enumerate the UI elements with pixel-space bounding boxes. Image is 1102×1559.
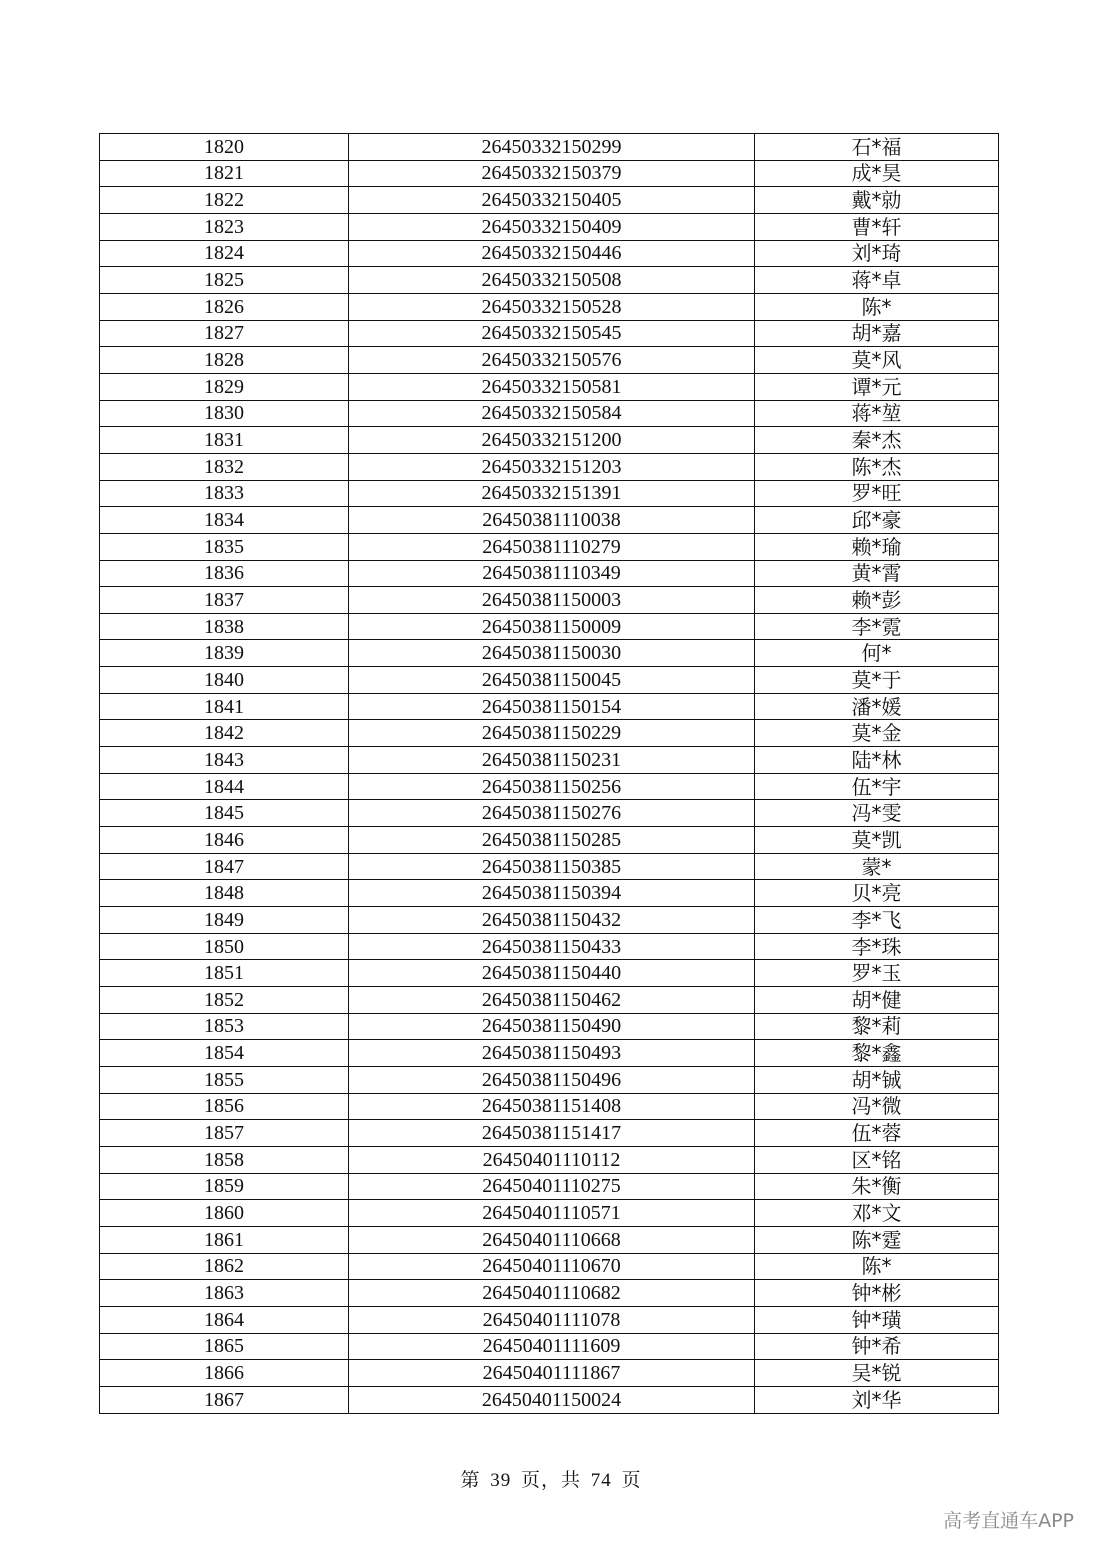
table-row (100, 1093, 999, 1120)
table-row (100, 1306, 999, 1333)
cell-sequence-number: 1854 (100, 1040, 349, 1067)
table-row (100, 1200, 999, 1227)
cell-exam-id: 26450332150409 (349, 213, 755, 240)
table-row (100, 240, 999, 267)
cell-exam-id: 26450332150545 (349, 320, 755, 347)
table-row (100, 560, 999, 587)
table-row (100, 800, 999, 827)
cell-exam-id: 26450332150576 (349, 347, 755, 374)
cell-student-name: 冯*雯 (755, 800, 999, 827)
cell-student-name: 成*昊 (755, 160, 999, 187)
cell-exam-id: 26450332151391 (349, 480, 755, 507)
cell-exam-id: 26450401110275 (349, 1173, 755, 1200)
cell-student-name: 陈*杰 (755, 453, 999, 480)
table-row (100, 1120, 999, 1147)
cell-exam-id: 26450381150003 (349, 587, 755, 614)
cell-student-name: 石*福 (755, 134, 999, 161)
cell-student-name: 李*飞 (755, 907, 999, 934)
cell-student-name: 刘*华 (755, 1386, 999, 1413)
table-row (100, 640, 999, 667)
cell-sequence-number: 1855 (100, 1066, 349, 1093)
cell-student-name: 赖*彭 (755, 587, 999, 614)
cell-exam-id: 26450381150394 (349, 880, 755, 907)
cell-exam-id: 26450381150276 (349, 800, 755, 827)
cell-student-name: 邱*豪 (755, 507, 999, 534)
cell-sequence-number: 1847 (100, 853, 349, 880)
cell-exam-id: 26450381150030 (349, 640, 755, 667)
table-row (100, 453, 999, 480)
cell-student-name: 伍*蓉 (755, 1120, 999, 1147)
cell-student-name: 胡*嘉 (755, 320, 999, 347)
table-row (100, 827, 999, 854)
table-row (100, 213, 999, 240)
cell-exam-id: 26450381110038 (349, 507, 755, 534)
cell-student-name: 黎*鑫 (755, 1040, 999, 1067)
table-row (100, 933, 999, 960)
table-row (100, 1226, 999, 1253)
table-row (100, 1360, 999, 1387)
table-row (100, 507, 999, 534)
table-row (100, 667, 999, 694)
cell-student-name: 黄*霄 (755, 560, 999, 587)
table-row (100, 1333, 999, 1360)
table-row (100, 853, 999, 880)
table-row (100, 720, 999, 747)
cell-sequence-number: 1821 (100, 160, 349, 187)
table-row (100, 1173, 999, 1200)
cell-sequence-number: 1844 (100, 773, 349, 800)
table-row (100, 1253, 999, 1280)
cell-sequence-number: 1846 (100, 827, 349, 854)
cell-exam-id: 26450381151408 (349, 1093, 755, 1120)
cell-student-name: 胡*健 (755, 987, 999, 1014)
cell-sequence-number: 1863 (100, 1280, 349, 1307)
cell-student-name: 陈* (755, 1253, 999, 1280)
table-row (100, 907, 999, 934)
table-row (100, 187, 999, 214)
table-row (100, 134, 999, 161)
cell-student-name: 钟*希 (755, 1333, 999, 1360)
table-row (100, 347, 999, 374)
cell-exam-id: 26450401110112 (349, 1146, 755, 1173)
cell-sequence-number: 1826 (100, 293, 349, 320)
cell-exam-id: 26450332151203 (349, 453, 755, 480)
table-row (100, 160, 999, 187)
cell-sequence-number: 1820 (100, 134, 349, 161)
table-row (100, 1013, 999, 1040)
table-row (100, 613, 999, 640)
cell-exam-id: 26450381150231 (349, 747, 755, 774)
cell-student-name: 吴*锐 (755, 1360, 999, 1387)
cell-sequence-number: 1828 (100, 347, 349, 374)
cell-sequence-number: 1838 (100, 613, 349, 640)
cell-exam-id: 26450332150508 (349, 267, 755, 294)
cell-student-name: 伍*宇 (755, 773, 999, 800)
cell-student-name: 刘*琦 (755, 240, 999, 267)
cell-exam-id: 26450332150446 (349, 240, 755, 267)
cell-sequence-number: 1858 (100, 1146, 349, 1173)
cell-exam-id: 26450332150405 (349, 187, 755, 214)
cell-sequence-number: 1848 (100, 880, 349, 907)
cell-student-name: 莫*风 (755, 347, 999, 374)
cell-exam-id: 26450332150528 (349, 293, 755, 320)
cell-sequence-number: 1859 (100, 1173, 349, 1200)
table-row (100, 880, 999, 907)
cell-sequence-number: 1836 (100, 560, 349, 587)
cell-student-name: 区*铭 (755, 1146, 999, 1173)
cell-sequence-number: 1829 (100, 373, 349, 400)
cell-sequence-number: 1856 (100, 1093, 349, 1120)
cell-exam-id: 26450381150496 (349, 1066, 755, 1093)
table-row (100, 693, 999, 720)
table-row (100, 267, 999, 294)
cell-exam-id: 26450332150584 (349, 400, 755, 427)
cell-exam-id: 26450381150009 (349, 613, 755, 640)
cell-student-name: 陈*霆 (755, 1226, 999, 1253)
cell-sequence-number: 1861 (100, 1226, 349, 1253)
cell-student-name: 李*霓 (755, 613, 999, 640)
cell-student-name: 蒋*堃 (755, 400, 999, 427)
cell-exam-id: 26450332150379 (349, 160, 755, 187)
cell-exam-id: 26450381150285 (349, 827, 755, 854)
cell-student-name: 黎*莉 (755, 1013, 999, 1040)
table-row (100, 773, 999, 800)
cell-sequence-number: 1864 (100, 1306, 349, 1333)
cell-sequence-number: 1850 (100, 933, 349, 960)
cell-exam-id: 26450401111609 (349, 1333, 755, 1360)
watermark-logo-text: 高考直通车APP (943, 1510, 1074, 1532)
cell-student-name: 莫*金 (755, 720, 999, 747)
cell-exam-id: 26450401110668 (349, 1226, 755, 1253)
cell-student-name: 贝*亮 (755, 880, 999, 907)
cell-sequence-number: 1833 (100, 480, 349, 507)
cell-sequence-number: 1822 (100, 187, 349, 214)
cell-sequence-number: 1839 (100, 640, 349, 667)
cell-sequence-number: 1841 (100, 693, 349, 720)
cell-sequence-number: 1866 (100, 1360, 349, 1387)
table-row (100, 747, 999, 774)
cell-exam-id: 26450332150299 (349, 134, 755, 161)
cell-student-name: 陈* (755, 293, 999, 320)
cell-sequence-number: 1831 (100, 427, 349, 454)
table-row (100, 1146, 999, 1173)
cell-exam-id: 26450332151200 (349, 427, 755, 454)
cell-student-name: 戴*勍 (755, 187, 999, 214)
cell-exam-id: 26450381110279 (349, 533, 755, 560)
cell-exam-id: 26450381150462 (349, 987, 755, 1014)
roster-table-body (100, 134, 999, 1414)
table-row (100, 533, 999, 560)
table-row (100, 480, 999, 507)
cell-exam-id: 26450381151417 (349, 1120, 755, 1147)
cell-exam-id: 26450381150385 (349, 853, 755, 880)
cell-exam-id: 26450381150490 (349, 1013, 755, 1040)
table-row (100, 1280, 999, 1307)
cell-sequence-number: 1834 (100, 507, 349, 534)
cell-student-name: 钟*璜 (755, 1306, 999, 1333)
cell-student-name: 陆*林 (755, 747, 999, 774)
cell-exam-id: 26450401111078 (349, 1306, 755, 1333)
cell-sequence-number: 1845 (100, 800, 349, 827)
cell-exam-id: 26450381150433 (349, 933, 755, 960)
table-row (100, 987, 999, 1014)
cell-sequence-number: 1842 (100, 720, 349, 747)
cell-exam-id: 26450401110682 (349, 1280, 755, 1307)
cell-sequence-number: 1837 (100, 587, 349, 614)
cell-student-name: 罗*玉 (755, 960, 999, 987)
cell-sequence-number: 1823 (100, 213, 349, 240)
cell-exam-id: 26450381150256 (349, 773, 755, 800)
cell-student-name: 秦*杰 (755, 427, 999, 454)
cell-student-name: 莫*于 (755, 667, 999, 694)
cell-sequence-number: 1830 (100, 400, 349, 427)
cell-student-name: 曹*轩 (755, 213, 999, 240)
cell-student-name: 钟*彬 (755, 1280, 999, 1307)
cell-student-name: 何* (755, 640, 999, 667)
cell-exam-id: 26450381150493 (349, 1040, 755, 1067)
cell-exam-id: 26450381150154 (349, 693, 755, 720)
cell-sequence-number: 1852 (100, 987, 349, 1014)
table-row (100, 960, 999, 987)
cell-student-name: 蒋*卓 (755, 267, 999, 294)
cell-exam-id: 26450332150581 (349, 373, 755, 400)
table-row (100, 427, 999, 454)
cell-student-name: 赖*瑜 (755, 533, 999, 560)
cell-exam-id: 26450401111867 (349, 1360, 755, 1387)
cell-exam-id: 26450401110670 (349, 1253, 755, 1280)
cell-student-name: 李*珠 (755, 933, 999, 960)
cell-student-name: 谭*元 (755, 373, 999, 400)
cell-student-name: 邓*文 (755, 1200, 999, 1227)
table-row (100, 400, 999, 427)
cell-sequence-number: 1860 (100, 1200, 349, 1227)
table-row (100, 1040, 999, 1067)
cell-sequence-number: 1827 (100, 320, 349, 347)
cell-student-name: 潘*媛 (755, 693, 999, 720)
cell-sequence-number: 1832 (100, 453, 349, 480)
cell-sequence-number: 1851 (100, 960, 349, 987)
cell-student-name: 胡*铖 (755, 1066, 999, 1093)
cell-sequence-number: 1849 (100, 907, 349, 934)
cell-sequence-number: 1824 (100, 240, 349, 267)
cell-student-name: 朱*衡 (755, 1173, 999, 1200)
cell-student-name: 罗*旺 (755, 480, 999, 507)
cell-exam-id: 26450381150229 (349, 720, 755, 747)
cell-sequence-number: 1865 (100, 1333, 349, 1360)
table-row (100, 293, 999, 320)
cell-sequence-number: 1867 (100, 1386, 349, 1413)
cell-exam-id: 26450381110349 (349, 560, 755, 587)
cell-sequence-number: 1835 (100, 533, 349, 560)
cell-student-name: 冯*微 (755, 1093, 999, 1120)
cell-exam-id: 26450401150024 (349, 1386, 755, 1413)
cell-sequence-number: 1843 (100, 747, 349, 774)
cell-sequence-number: 1825 (100, 267, 349, 294)
cell-exam-id: 26450381150440 (349, 960, 755, 987)
table-row (100, 1386, 999, 1413)
table-row (100, 587, 999, 614)
cell-exam-id: 26450381150432 (349, 907, 755, 934)
cell-exam-id: 26450381150045 (349, 667, 755, 694)
cell-student-name: 莫*凯 (755, 827, 999, 854)
roster-table (99, 133, 999, 1414)
cell-sequence-number: 1862 (100, 1253, 349, 1280)
table-row (100, 1066, 999, 1093)
cell-student-name: 蒙* (755, 853, 999, 880)
cell-sequence-number: 1840 (100, 667, 349, 694)
cell-sequence-number: 1853 (100, 1013, 349, 1040)
table-row (100, 320, 999, 347)
cell-exam-id: 26450401110571 (349, 1200, 755, 1227)
table-row (100, 373, 999, 400)
cell-sequence-number: 1857 (100, 1120, 349, 1147)
page-number-footer: 第 39 页，共 74 页 (460, 1470, 642, 1491)
